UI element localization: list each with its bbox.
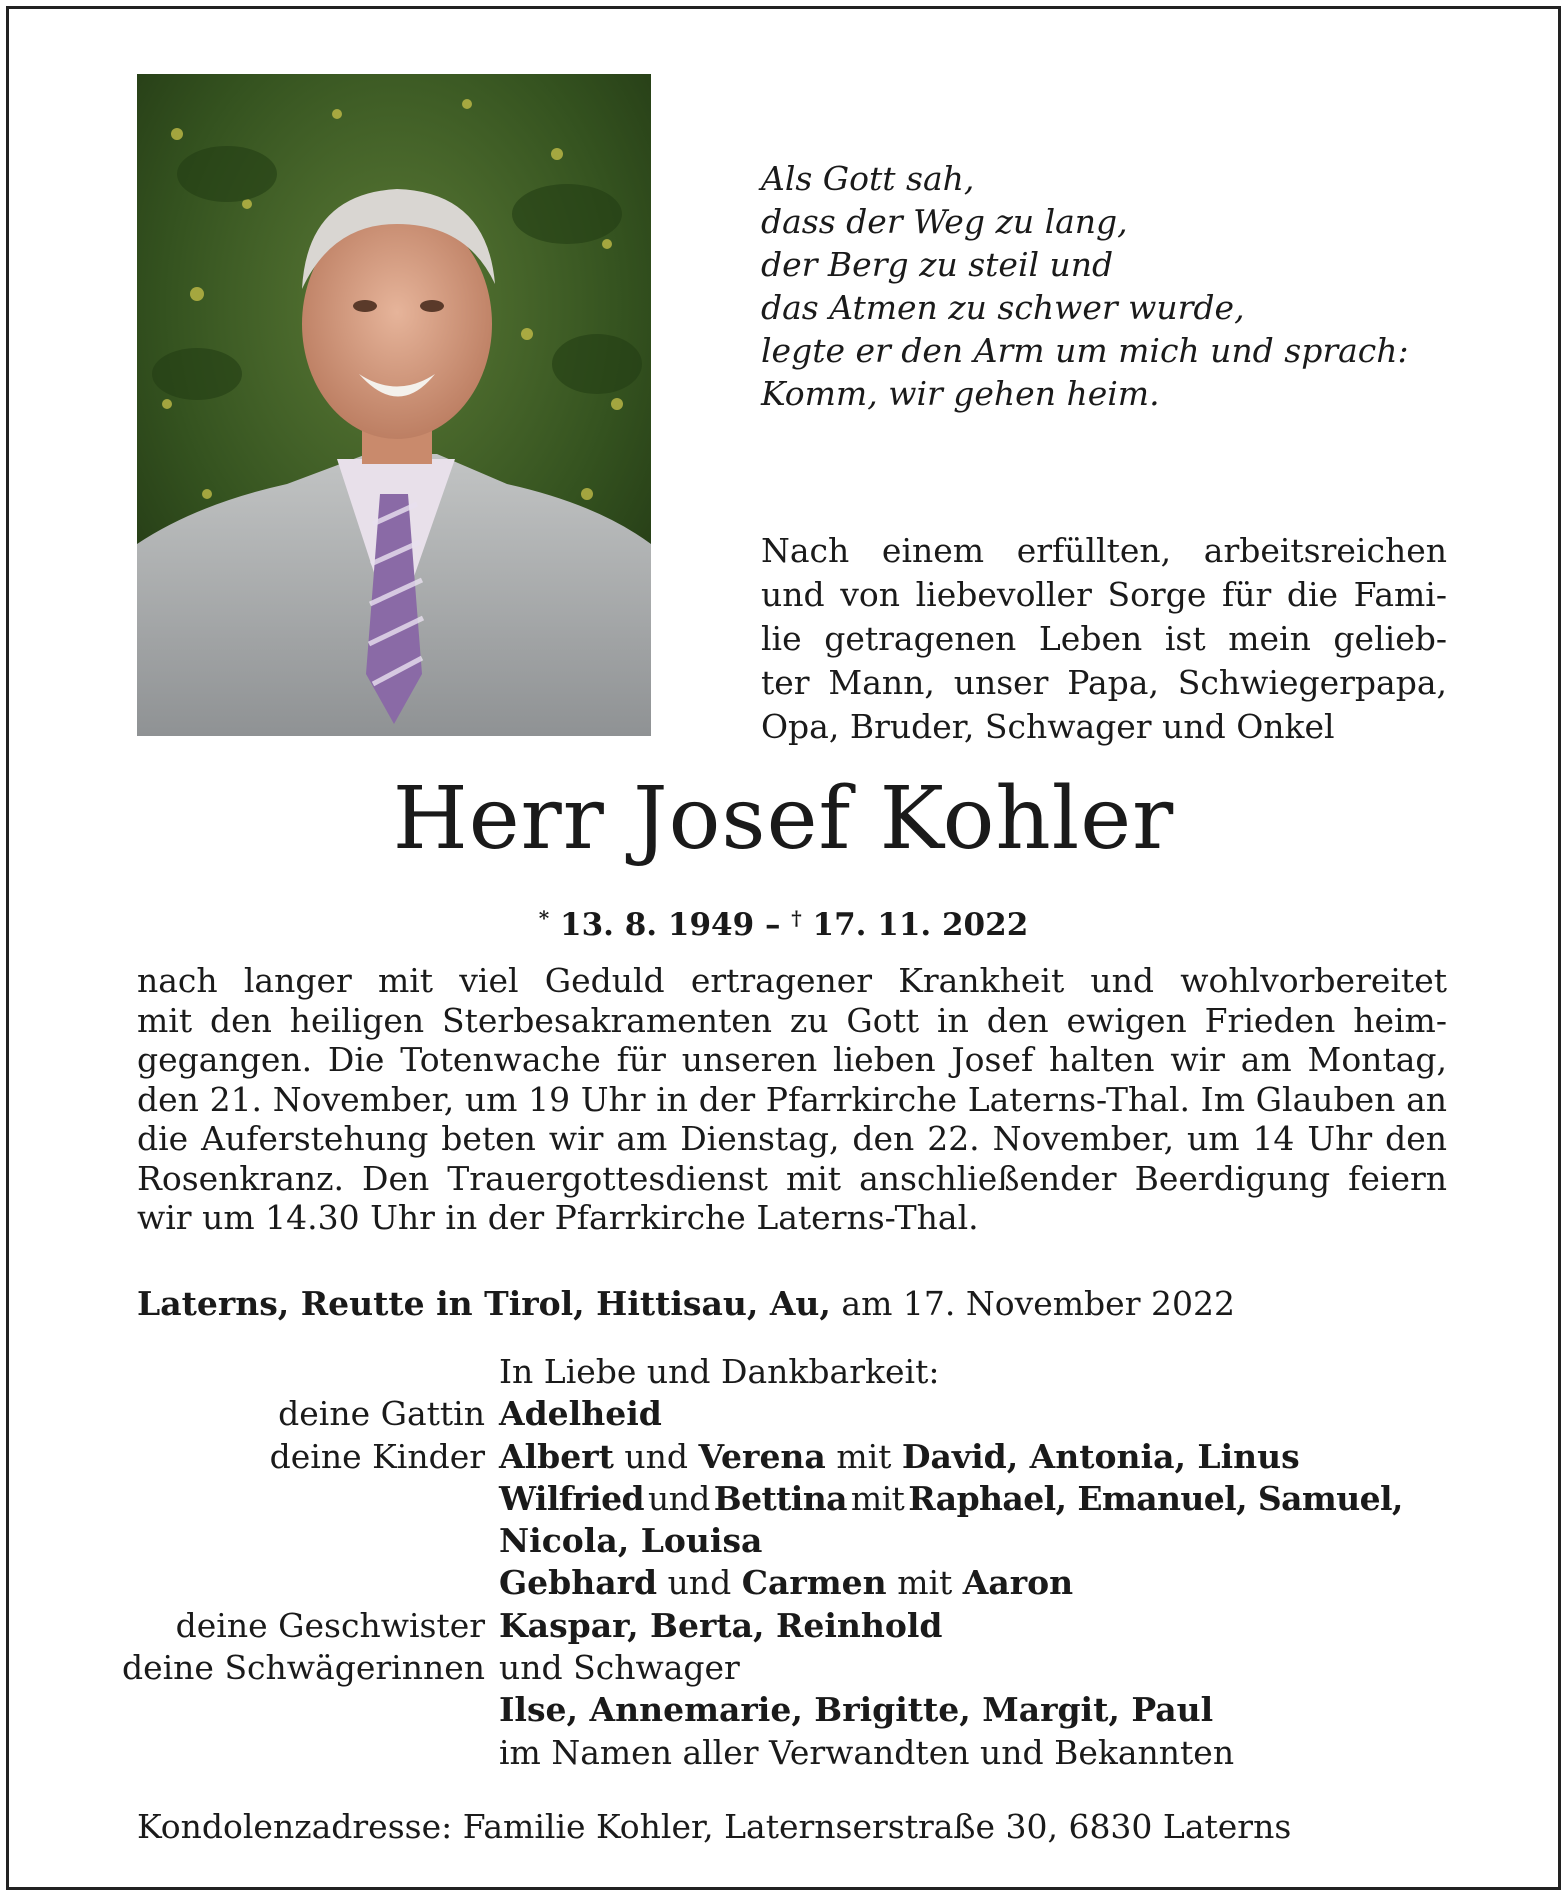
mourner-row — [109, 1605, 1449, 1647]
mourner-name: Albert — [499, 1436, 614, 1476]
death-date: 17. 11. 2022 — [812, 907, 1029, 943]
deceased-name: Herr Josef Kohler — [392, 769, 1175, 869]
portrait-photo — [137, 74, 651, 736]
place-date: am 17. November 2022 — [841, 1284, 1235, 1323]
mourner-row — [109, 1520, 1449, 1562]
connector: und — [647, 1478, 710, 1518]
intro-paragraph — [761, 529, 1447, 749]
mourners-closing: im Namen aller Verwandten und Bekannten — [499, 1732, 1235, 1772]
poem-line: das Atmen zu schwer wurde, — [761, 288, 1245, 327]
connector: mit — [850, 1478, 905, 1518]
mourner-row — [109, 1393, 1449, 1435]
relation-label: deine Geschwister — [175, 1605, 485, 1645]
mourner-name: David, Antonia, Linus — [901, 1436, 1300, 1476]
birth-star: * — [538, 906, 550, 930]
mourners-list — [109, 1351, 1449, 1774]
relation-label: deine Kinder — [269, 1436, 485, 1476]
poem — [761, 157, 1409, 415]
mourner-name: Wilfried — [499, 1478, 644, 1518]
intro-line: lie getragenen Leben ist mein gelieb- — [761, 619, 1447, 658]
mourner-name: Kaspar, Berta, Reinhold — [499, 1605, 943, 1645]
condolence-address: Kondolenzadresse: Familie Kohler, Laternserstraße 30, 6830 Laterns — [137, 1807, 1292, 1846]
mourners-heading-row — [109, 1351, 1449, 1393]
connector: mit — [897, 1563, 953, 1603]
date-dash: – — [764, 907, 781, 943]
body-line: wir um 14.30 Uhr in der Pfarrkirche Laterns-Thal. — [137, 1198, 979, 1237]
relation-label: deine Gattin — [278, 1394, 485, 1434]
body-line: nach langer mit viel Geduld ertragener Krankheit und wohlvorbereitet — [137, 961, 1447, 1000]
mourner-name: Raphael, Emanuel, Samuel, — [908, 1478, 1403, 1518]
body-line: den 21. November, um 19 Uhr in der Pfarrkirche Laterns-Thal. Im Glauben an — [137, 1079, 1447, 1119]
relation-suffix: und Schwager — [499, 1648, 740, 1688]
mourner-name: Carmen — [741, 1563, 887, 1603]
place-and-date — [137, 1284, 1235, 1324]
body-line: gegangen. Die Totenwache für unseren lieben Josef halten wir am Montag, — [137, 1040, 1447, 1079]
death-cross: † — [791, 906, 802, 930]
mourner-row — [109, 1436, 1449, 1478]
poem-line: dass der Weg zu lang, — [761, 202, 1128, 241]
body-line: Rosenkranz. Den Trauergottesdienst mit anschließender Beerdigung feiern — [137, 1158, 1447, 1198]
birth-date: 13. 8. 1949 — [560, 907, 755, 943]
mourner-name: Bettina — [713, 1478, 847, 1518]
place-towns: Laterns, Reutte in Tirol, Hittisau, Au, — [137, 1284, 831, 1323]
connector: und — [667, 1563, 732, 1603]
connector: mit — [836, 1436, 892, 1476]
mourner-name: Ilse, Annemarie, Brigitte, Margit, Paul — [499, 1690, 1214, 1730]
intro-line: und von liebevoller Sorge für die Fami- — [761, 575, 1447, 614]
mourner-row — [109, 1562, 1449, 1604]
body-line: die Auferstehung beten wir am Dienstag, den 22. November, um 14 Uhr den — [137, 1119, 1447, 1158]
mourner-name: Adelheid — [499, 1394, 662, 1434]
mourner-row — [109, 1689, 1449, 1731]
body-paragraph — [137, 961, 1447, 1238]
poem-line: legte er den Arm um mich und sprach: — [761, 331, 1409, 370]
intro-line: ter Mann, unser Papa, Schwiegerpapa, — [761, 663, 1447, 702]
poem-line: der Berg zu steil und — [761, 245, 1114, 284]
mourner-row — [109, 1647, 1449, 1689]
mourners-heading: In Liebe und Dankbarkeit: — [499, 1352, 940, 1391]
mourner-name: Gebhard — [499, 1563, 658, 1603]
relation-label: deine Schwägerinnen — [121, 1648, 485, 1688]
mourner-name: Nicola, Louisa — [499, 1521, 763, 1561]
obituary-page — [6, 6, 1561, 1890]
mourner-name: Verena — [698, 1436, 826, 1476]
poem-line: Komm, wir gehen heim. — [761, 374, 1160, 413]
body-line: mit den heiligen Sterbesakramenten zu Gott in den ewigen Frieden heim- — [137, 1000, 1447, 1040]
life-dates — [9, 898, 1558, 945]
mourner-name: Aaron — [962, 1563, 1074, 1603]
mourners-closing-row — [109, 1732, 1449, 1774]
intro-line: Nach einem erfüllten, arbeitsreichen — [761, 531, 1447, 570]
mourner-row — [109, 1478, 1449, 1520]
connector: und — [624, 1436, 688, 1476]
intro-line: Opa, Bruder, Schwager und Onkel — [761, 707, 1335, 746]
poem-line: Als Gott sah, — [761, 159, 975, 198]
portrait-image — [137, 74, 651, 736]
